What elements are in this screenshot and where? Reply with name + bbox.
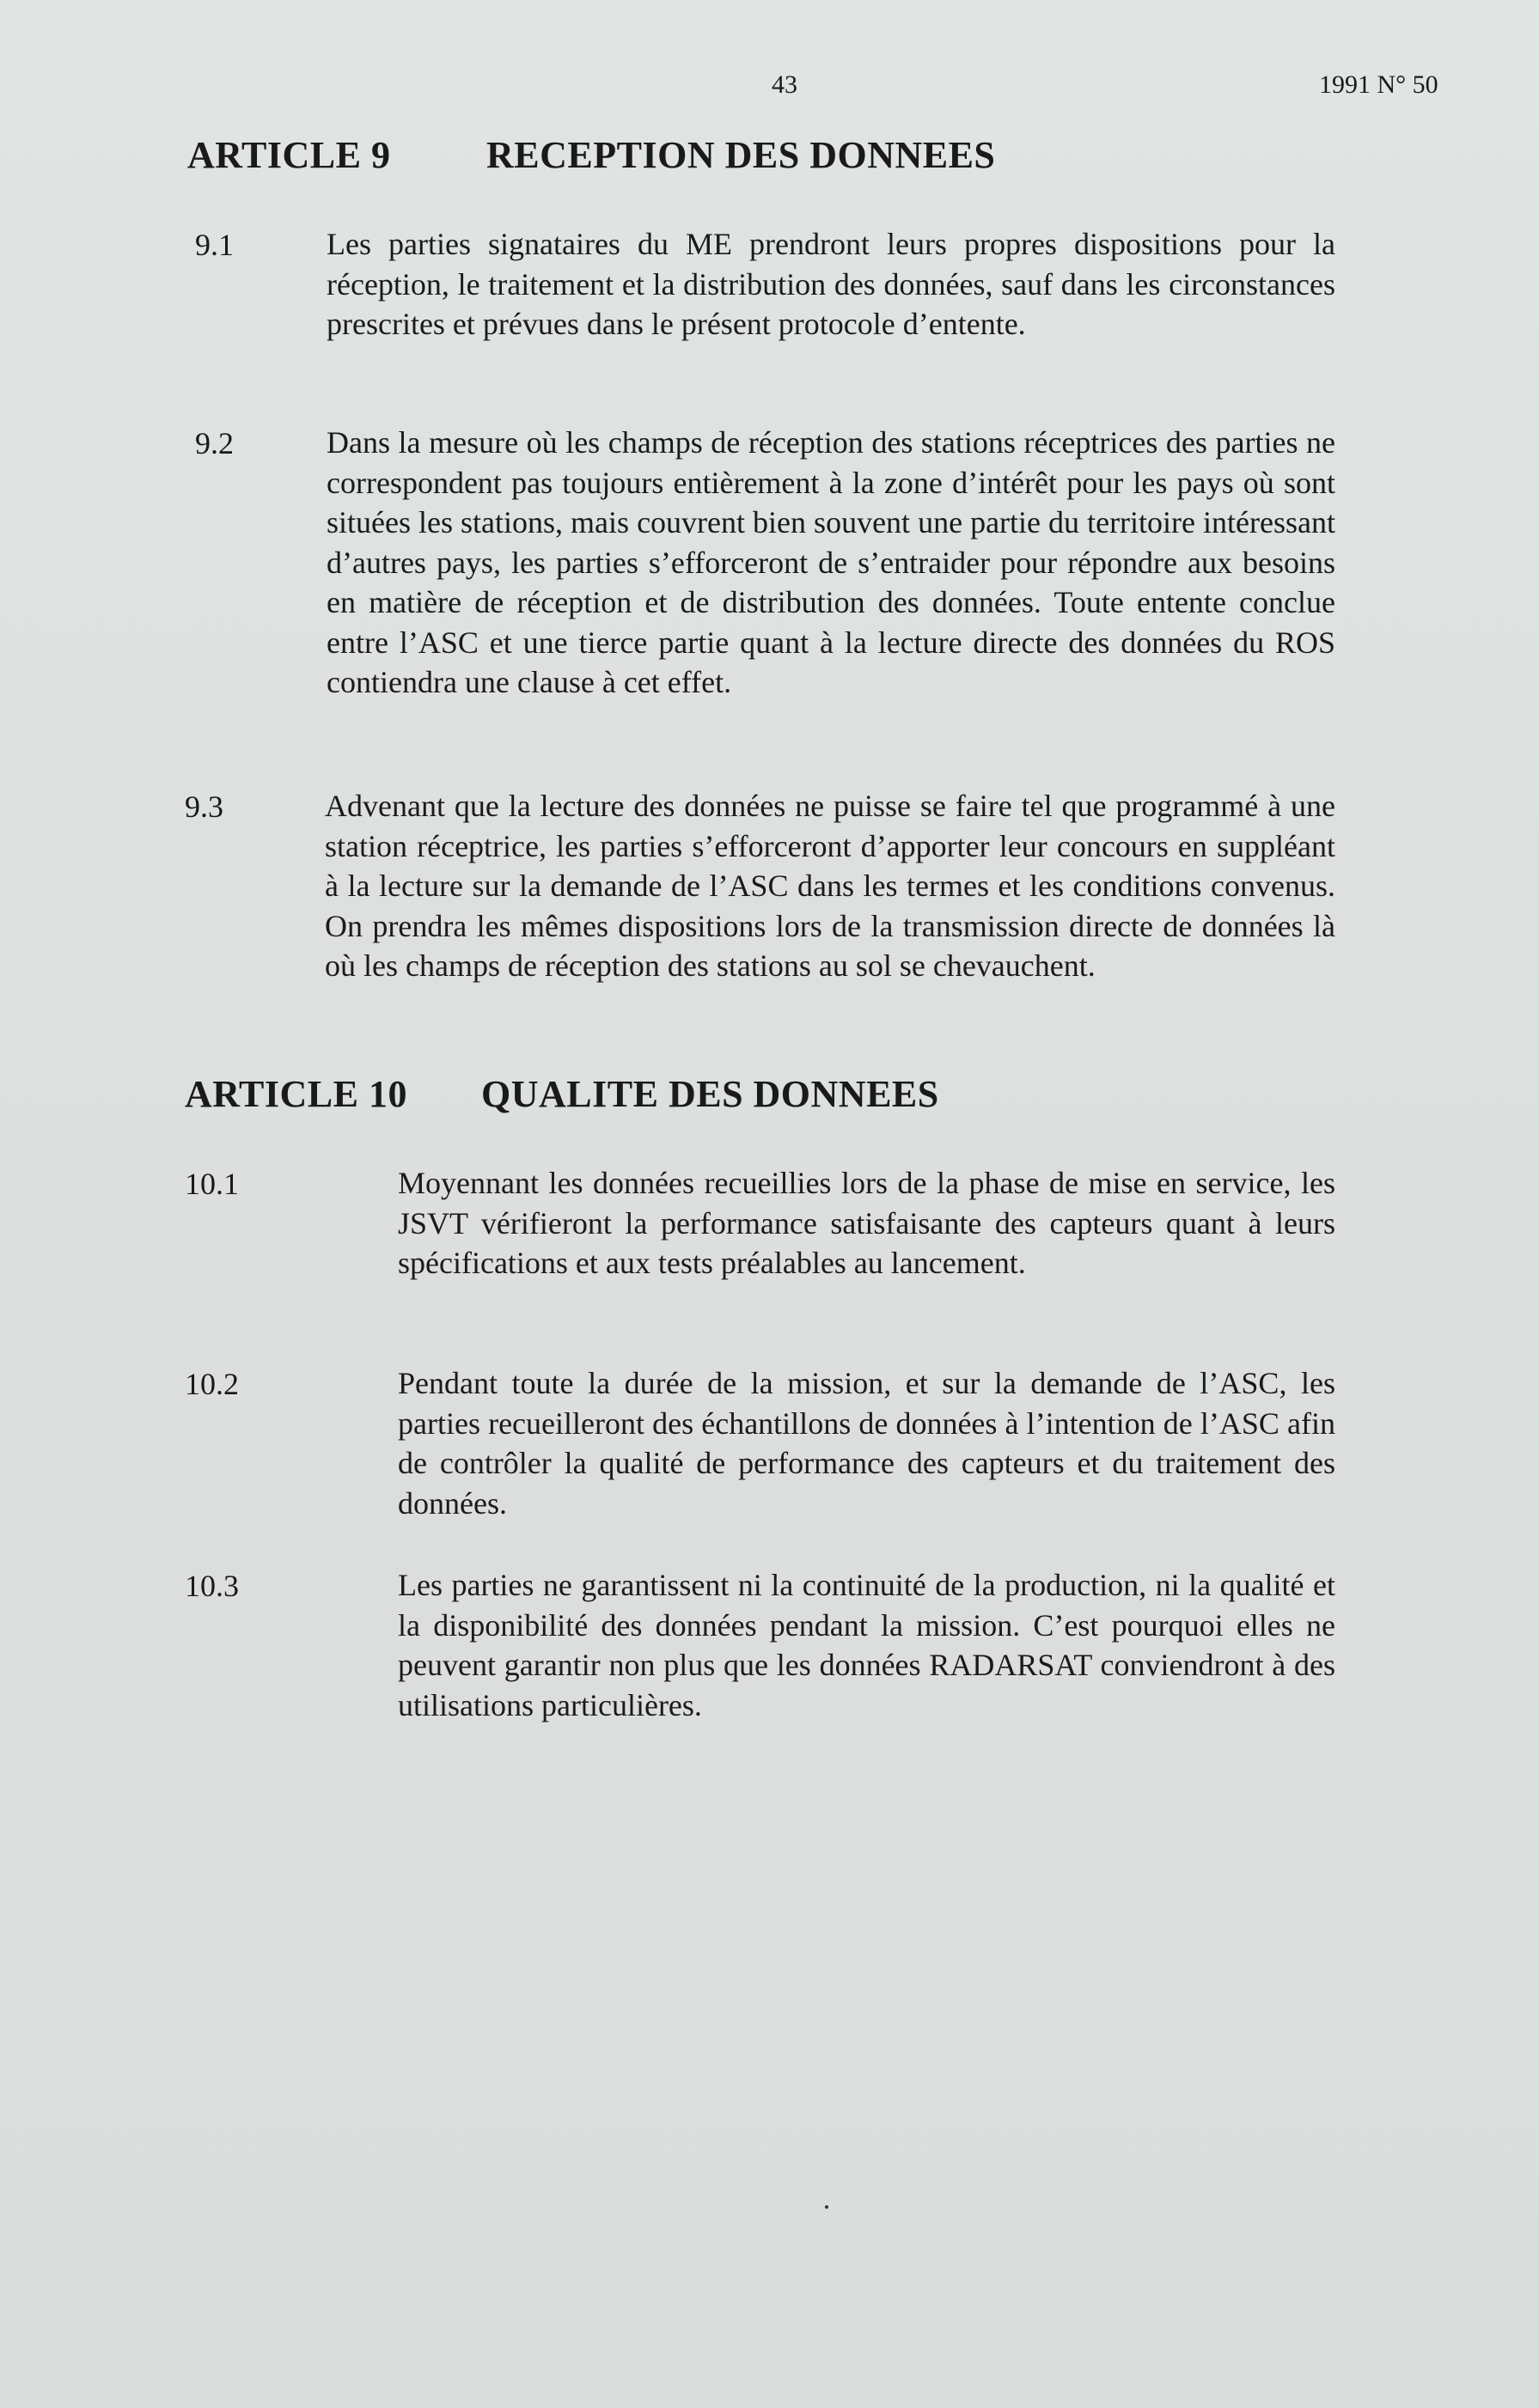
clause-number: 10.1 [185, 1167, 239, 1201]
article-number: ARTICLE 10 [185, 1073, 407, 1115]
clause-number: 9.2 [195, 426, 234, 460]
article-10-heading [185, 1072, 939, 1116]
clause-text: Advenant que la lecture des données ne puisse se faire tel que programmé à une station réceptrice, les parties s’efforceront d’apporter leur concours en suppléant à la lecture sur la demande de l’ASC dans les termes et les conditions convenus. On prendra les mêmes dispositions lors de la transmission directe de données là où les champs de réception des stations au sol se chevauchent. [325, 789, 1335, 983]
clause-text: Dans la mesure où les champs de réception des stations réceptrices des parties ne correspondent pas toujours entièrement à la zone d’intérêt pour les pays où sont situées les stations, mais couvrent bien souvent une partie du territoire intéressant d’autres pays, les parties s’efforceront de s’entraider pour répondre aux besoins en matière de réception et de distribution des données. Toute entente conclue entre l’ASC et une tierce partie quant à la lecture directe des données du ROS contiendra une clause à cet effet. [327, 425, 1335, 699]
clause-number: 9.3 [185, 789, 223, 824]
clause-number: 10.2 [185, 1367, 239, 1401]
document-reference: 1991 N° 50 [1319, 70, 1438, 99]
article-9-heading [187, 133, 996, 177]
scan-speck [825, 2205, 828, 2209]
article-title: RECEPTION DES DONNEES [486, 134, 996, 176]
clause-number: 9.1 [195, 228, 234, 262]
clause-text: Les parties signataires du ME prendront leurs propres dispositions pour la réception, le traitement et la distribution des données, sauf dans les circonstances prescrites et prévues dans le présent protocole d’entente. [327, 227, 1335, 341]
clause-text: Moyennant les données recueillies lors de la phase de mise en service, les JSVT vérifieront la performance satisfaisante des capteurs quant à leurs spécifications et aux tests préalables au lancement. [398, 1166, 1335, 1280]
page-number: 43 [772, 70, 797, 99]
clause-text: Pendant toute la durée de la mission, et sur la demande de l’ASC, les parties recueilleront des échantillons de données à l’intention de l’ASC afin de contrôler la qualité de performance des capteurs et du traitement des données. [398, 1366, 1335, 1521]
clause-number: 10.3 [185, 1569, 239, 1603]
article-number: ARTICLE 9 [187, 134, 391, 176]
article-title: QUALITE DES DONNEES [481, 1073, 939, 1115]
clause-text: Les parties ne garantissent ni la continuité de la production, ni la qualité et la disponibilité des données pendant la mission. C’est pourquoi elles ne peuvent garantir non plus que les données RADARSAT conviendront à des utilisations particulières. [398, 1568, 1335, 1722]
